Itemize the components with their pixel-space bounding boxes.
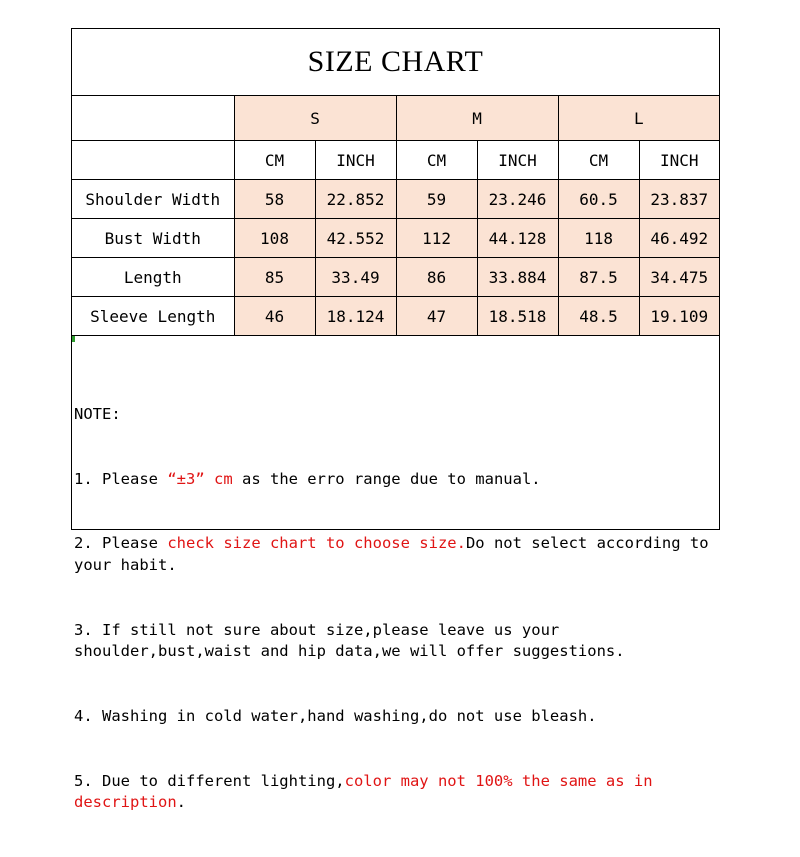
table-row bbox=[72, 180, 719, 219]
value-cell: 34.475 bbox=[639, 258, 719, 297]
notes-heading: NOTE: bbox=[74, 404, 121, 423]
value-cell: 33.49 bbox=[315, 258, 396, 297]
table-row bbox=[72, 297, 719, 336]
note-5-pre: 5. Due to different lighting, bbox=[74, 771, 345, 790]
note-5-post: . bbox=[176, 793, 186, 812]
note-1 bbox=[74, 469, 717, 491]
table-row bbox=[72, 258, 719, 297]
corner-cell bbox=[72, 141, 234, 180]
size-chart-title: SIZE CHART bbox=[72, 29, 719, 96]
row-label: Bust Width bbox=[72, 219, 234, 258]
value-cell: 58 bbox=[234, 180, 315, 219]
table-row bbox=[72, 219, 719, 258]
row-label: Length bbox=[72, 258, 234, 297]
size-chart-sheet bbox=[71, 28, 720, 812]
note-3: 3. If still not sure about size,please leave us your shoulder,bust,waist and hip data,we will offer suggestions. bbox=[74, 620, 625, 661]
value-cell: 23.246 bbox=[477, 180, 558, 219]
note-2-pre: 2. Please bbox=[74, 534, 168, 553]
unit-header-row bbox=[72, 141, 719, 180]
note-1-highlight: “±3” cm bbox=[167, 469, 233, 488]
unit-header: CM bbox=[396, 141, 477, 180]
size-m-header: M bbox=[396, 96, 558, 141]
value-cell: 42.552 bbox=[315, 219, 396, 258]
size-table bbox=[72, 96, 719, 336]
unit-header: CM bbox=[558, 141, 639, 180]
note-4: 4. Washing in cold water,hand washing,do not use bleash. bbox=[74, 707, 597, 726]
notes-section bbox=[72, 336, 719, 857]
note-5-highlight: color may not 100% the same as in description bbox=[74, 771, 662, 812]
note-1-post: as the erro range due to manual. bbox=[232, 469, 541, 488]
value-cell: 118 bbox=[558, 219, 639, 258]
value-cell: 86 bbox=[396, 258, 477, 297]
note-1-pre: 1. Please bbox=[74, 469, 168, 488]
value-cell: 18.124 bbox=[315, 297, 396, 336]
size-s-header: S bbox=[234, 96, 396, 141]
value-cell: 18.518 bbox=[477, 297, 558, 336]
value-cell: 87.5 bbox=[558, 258, 639, 297]
value-cell: 47 bbox=[396, 297, 477, 336]
value-cell: 48.5 bbox=[558, 297, 639, 336]
unit-header: INCH bbox=[315, 141, 396, 180]
unit-header: CM bbox=[234, 141, 315, 180]
size-header-row bbox=[72, 96, 719, 141]
value-cell: 46 bbox=[234, 297, 315, 336]
note-2-post: Do not select according to your habit. bbox=[74, 534, 718, 574]
value-cell: 19.109 bbox=[639, 297, 719, 336]
size-l-header: L bbox=[558, 96, 719, 141]
value-cell: 22.852 bbox=[315, 180, 396, 219]
value-cell: 108 bbox=[234, 219, 315, 258]
corner-marker bbox=[72, 336, 75, 342]
value-cell: 44.128 bbox=[477, 219, 558, 258]
note-5 bbox=[74, 771, 717, 814]
corner-cell bbox=[72, 96, 234, 141]
value-cell: 46.492 bbox=[639, 219, 719, 258]
row-label: Shoulder Width bbox=[72, 180, 234, 219]
value-cell: 23.837 bbox=[639, 180, 719, 219]
unit-header: INCH bbox=[639, 141, 719, 180]
value-cell: 60.5 bbox=[558, 180, 639, 219]
value-cell: 112 bbox=[396, 219, 477, 258]
unit-header: INCH bbox=[477, 141, 558, 180]
value-cell: 33.884 bbox=[477, 258, 558, 297]
note-2-highlight: check size chart to choose size. bbox=[167, 534, 466, 553]
value-cell: 85 bbox=[234, 258, 315, 297]
row-label: Sleeve Length bbox=[72, 297, 234, 336]
value-cell: 59 bbox=[396, 180, 477, 219]
